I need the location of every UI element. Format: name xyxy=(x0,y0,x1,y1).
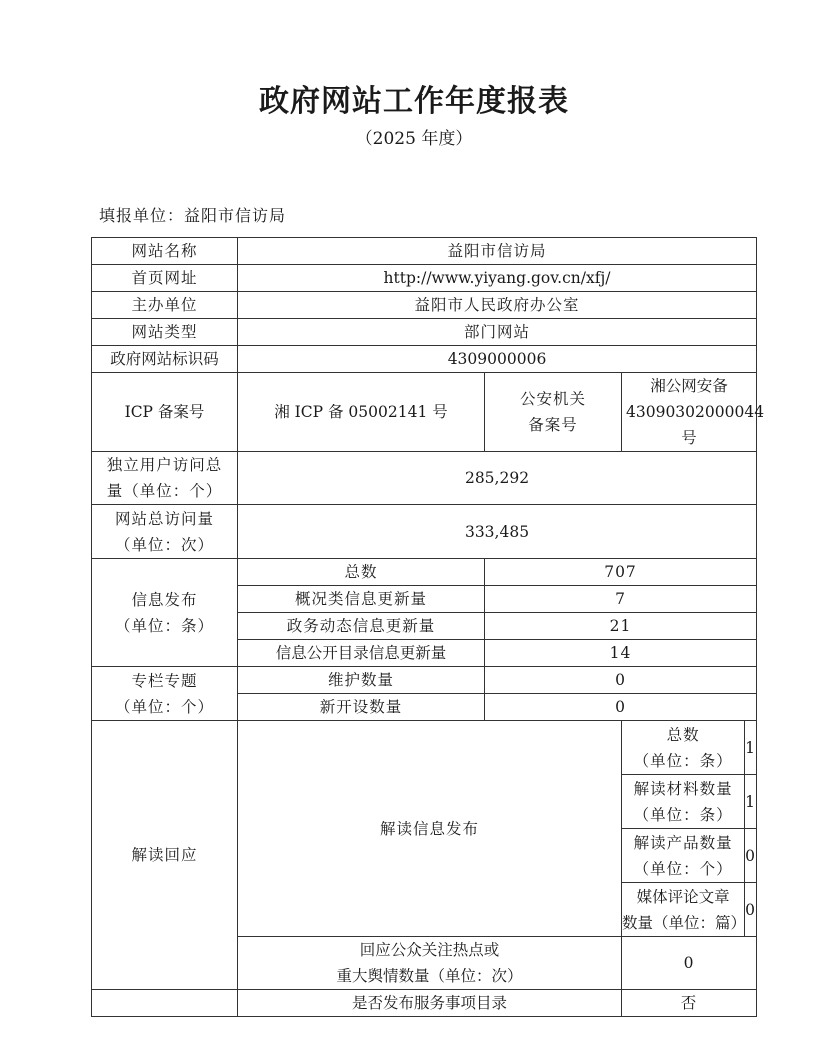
total-visits-label-line1: 网站总访问量 xyxy=(114,509,214,528)
interp-product-label-line2: （单位：个） xyxy=(633,859,733,878)
hotspot-response-label-line2: 重大舆情数量（单位：次） xyxy=(336,967,523,985)
sponsor-value: 益阳市人民政府办公室 xyxy=(238,292,757,319)
table-row xyxy=(92,559,757,586)
table-row xyxy=(92,265,757,292)
site-type-label: 网站类型 xyxy=(92,319,238,346)
total-visits-label xyxy=(92,505,238,559)
interp-material-label-line1: 解读材料数量 xyxy=(633,779,733,798)
table-row xyxy=(92,319,757,346)
interp-total-label-line2: （单位：条） xyxy=(633,751,733,770)
interpretation-label: 解读回应 xyxy=(92,721,238,990)
columns-maintain-label: 维护数量 xyxy=(238,667,485,694)
report-table xyxy=(91,237,765,1017)
table-row xyxy=(92,452,757,505)
columns-label xyxy=(92,667,238,721)
hotspot-response-value: 0 xyxy=(622,937,757,990)
columns-new-value: 0 xyxy=(485,694,757,721)
interp-total-cell xyxy=(622,721,757,775)
interp-product-value: 0 xyxy=(745,846,757,865)
unique-visitors-label-line2: 量（单位：个） xyxy=(106,482,223,500)
site-name-label: 网站名称 xyxy=(92,238,238,265)
hotspot-response-label xyxy=(238,937,622,990)
interp-total-value: 1 xyxy=(745,738,757,757)
homepage-url[interactable]: http://www.yiyang.gov.cn/xfj/ xyxy=(238,265,757,292)
news-update-label: 政务动态信息更新量 xyxy=(238,613,485,640)
report-year: （2025 年度） xyxy=(355,129,473,149)
interp-material-value: 1 xyxy=(745,792,757,811)
columns-new-label: 新开设数量 xyxy=(238,694,485,721)
page-title: 政府网站工作年度报表 xyxy=(259,84,569,119)
gov-id-label: 政府网站标识码 xyxy=(92,346,238,373)
interp-total-label xyxy=(622,721,745,774)
police-record-label-line1: 公安机关 xyxy=(519,390,586,408)
interp-product-label-line1: 解读产品数量 xyxy=(633,833,733,852)
overview-update-label: 概况类信息更新量 xyxy=(238,586,485,613)
news-update-value: 21 xyxy=(485,613,757,640)
police-record-value xyxy=(622,373,765,452)
interp-total-label-line1: 总数 xyxy=(666,725,700,744)
interp-media-cell xyxy=(622,883,757,937)
interp-media-value: 0 xyxy=(745,900,757,919)
interp-product-cell xyxy=(622,829,757,883)
table-row xyxy=(92,667,757,694)
site-name-value: 益阳市信访局 xyxy=(238,238,757,265)
overview-update-value: 7 xyxy=(485,586,757,613)
gov-id-value: 4309000006 xyxy=(238,346,757,373)
interpretation-publish-label: 解读信息发布 xyxy=(238,721,622,937)
interp-media-label-line1: 媒体评论文章 xyxy=(636,887,730,906)
disclosure-update-value: 14 xyxy=(485,640,757,667)
sponsor-label: 主办单位 xyxy=(92,292,238,319)
info-publish-label xyxy=(92,559,238,667)
hotspot-response-label-line1: 回应公众关注热点或 xyxy=(359,941,500,959)
icp-value: 湘 ICP 备 05002141 号 xyxy=(238,373,485,452)
info-publish-label-line1: 信息发布 xyxy=(131,590,198,609)
table-row xyxy=(92,292,757,319)
police-record-value-line2: 43090302000044 号 xyxy=(626,403,765,447)
interp-material-label xyxy=(622,775,745,828)
columns-maintain-value: 0 xyxy=(485,667,757,694)
disclosure-update-label: 信息公开目录信息更新量 xyxy=(238,640,485,667)
police-record-label xyxy=(485,373,622,452)
unique-visitors-value: 285,292 xyxy=(238,452,757,505)
interp-media-label-line2: 数量（单位：篇） xyxy=(622,913,747,932)
interp-material-label-line2: （单位：条） xyxy=(633,805,733,824)
service-catalog-label: 是否发布服务事项目录 xyxy=(238,990,622,1017)
table-row xyxy=(92,373,757,452)
table-row xyxy=(92,346,757,373)
unique-visitors-label xyxy=(92,452,238,505)
total-visits-label-line2: （单位：次） xyxy=(114,535,214,554)
columns-label-line2: （单位：个） xyxy=(114,697,214,716)
info-total-label: 总数 xyxy=(238,559,485,586)
table-row xyxy=(92,990,757,1017)
total-visits-value: 333,485 xyxy=(238,505,757,559)
service-catalog-empty-cell xyxy=(92,990,238,1017)
table-row xyxy=(92,505,757,559)
interp-media-label xyxy=(622,883,745,936)
police-record-value-line1: 湘公网安备 xyxy=(650,377,728,395)
fill-unit: 填报单位：益阳市信访局 xyxy=(99,206,287,225)
unique-visitors-label-line1: 独立用户访问总 xyxy=(106,456,223,474)
homepage-label: 首页网址 xyxy=(92,265,238,292)
interp-product-label xyxy=(622,829,745,882)
table-row xyxy=(92,721,757,775)
columns-label-line1: 专栏专题 xyxy=(131,671,198,690)
table-row xyxy=(92,238,757,265)
interp-material-cell xyxy=(622,775,757,829)
icp-label: ICP 备案号 xyxy=(92,373,238,452)
service-catalog-value: 否 xyxy=(622,990,757,1017)
police-record-label-line2: 备案号 xyxy=(528,416,578,434)
info-total-value: 707 xyxy=(485,559,757,586)
site-type-value: 部门网站 xyxy=(238,319,757,346)
info-publish-label-line2: （单位：条） xyxy=(114,616,214,635)
